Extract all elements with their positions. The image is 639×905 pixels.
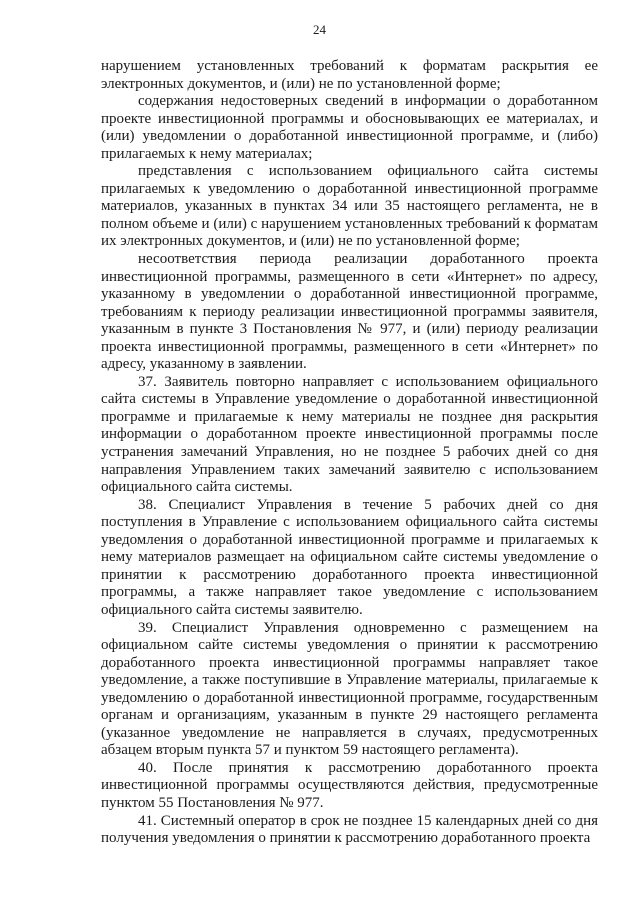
paragraph-period-mismatch: несоответствия периода реализации доработанного проекта инвестиционной программы, размещенного в сети «Интернет» по адресу, указанному в уведомлении о доработанной инвестиционной программе, требованиям к периоду реализации инвестиционной программы заявителя, указанным в пункте 3 Постановления № 977, и (или) периоду реализации проекта инвестиционной программы, размещенного в сети «Интернет» по адресу, указанному в заявлении. <box>101 251 598 373</box>
paragraph-continuation: нарушением установленных требований к форматам раскрытия ее электронных документов, и (или) не по установленной форме; <box>101 58 598 92</box>
paragraph-clause-40: 40. После принятия к рассмотрению доработанного проекта инвестиционной программы осуществляются действия, предусмотренные пунктом 55 Постановления № 977. <box>101 759 598 811</box>
page-number: 24 <box>313 22 326 37</box>
paragraph-clause-38: 38. Специалист Управления в течение 5 рабочих дней со дня поступления в Управление с использованием официального сайта системы уведомления о доработанной инвестиционной программе и прилагаемых к нему материалов размещает на официальном сайте системы уведомление о принятии к рассмотрению доработанного проекта инвестиционной программы, а также направляет такое уведомление с использованием официального сайта системы заявителю. <box>101 496 598 618</box>
paragraph-clause-41: 41. Системный оператор в срок не позднее 15 календарных дней со дня получения уведомления о принятии к рассмотрению доработанного проекта <box>101 812 598 847</box>
paragraph-inaccurate-info: содержания недостоверных сведений в информации о доработанном проекте инвестиционной программы и обосновывающих ее материалах, и (или) уведомлении о доработанной инвестиционной программе, и (либо) прилагаемых к нему материалах; <box>101 93 598 162</box>
paragraph-clause-37: 37. Заявитель повторно направляет с использованием официального сайта системы в Управление уведомление о доработанной инвестиционной программе и прилагаемые к нему материалы не позднее дня раскрытия информации о доработанном проекте инвестиционной программы после устранения замечаний Управления, но не позднее 5 рабочих дней со дня направления Управлением таких замечаний заявителю с использованием официального сайта системы. <box>101 373 598 496</box>
paragraph-clause-39: 39. Специалист Управления одновременно с размещением на официальном сайте системы уведомления о принятии к рассмотрению доработанного проекта инвестиционной программы направляет такое уведомление, а также поступившие в Управление материалы, прилагаемые к уведомлению о доработанной инвестиционной программе, государственным органам и организациям, указанным в пункте 29 настоящего регламента (указанное уведомление не направляется в случаях, предусмотренных абзацем вторым пункта 57 и пунктом 59 настоящего регламента). <box>101 619 598 759</box>
paragraph-incomplete-materials: представления с использованием официального сайта системы прилагаемых к уведомлению о доработанной инвестиционной программе материалов, указанных в пунктах 34 или 35 настоящего регламента, не в полном объеме и (или) с нарушением установленных требований к форматам их электронных документов, и (или) не по установленной форме; <box>101 163 598 250</box>
document-body <box>101 58 598 848</box>
